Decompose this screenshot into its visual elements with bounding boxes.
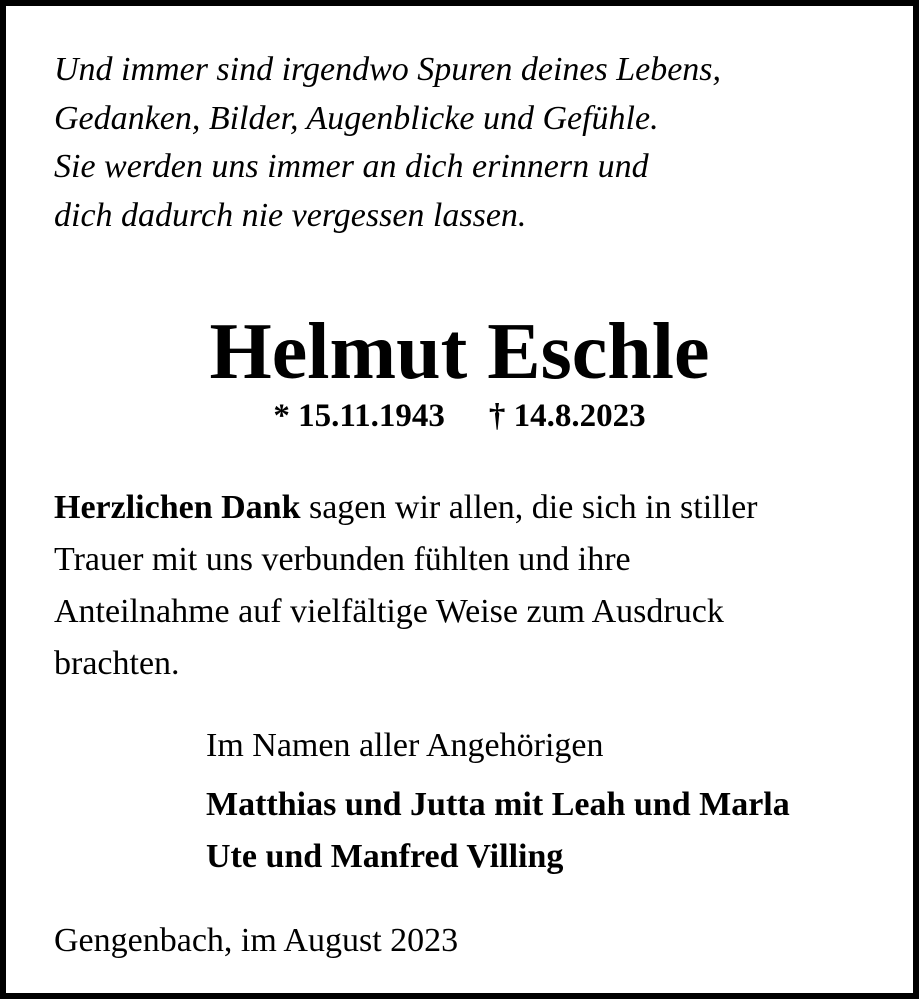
- signer-line: Ute und Manfred Villing: [206, 838, 564, 875]
- death-date: † 14.8.2023: [488, 398, 646, 434]
- thanks-line-rest: sagen wir allen, die sich in stiller: [300, 489, 758, 526]
- deceased-name: Helmut Eschle: [209, 308, 710, 396]
- thanks-line: brachten.: [54, 645, 180, 682]
- thanks-line: Anteilnahme auf vielfältige Weise zum Ausdruck: [54, 593, 724, 630]
- poem-line: dich dadurch nie vergessen lassen.: [54, 196, 527, 234]
- poem-line: Sie werden uns immer an dich erinnern und: [54, 148, 649, 185]
- memorial-poem: [54, 46, 721, 240]
- signer-line: Matthias und Jutta mit Leah und Marla: [206, 786, 790, 823]
- thanks-line: Trauer mit uns verbunden fühlten und ihre: [54, 541, 631, 578]
- life-dates: [6, 394, 913, 438]
- poem-line: Und immer sind irgendwo Spuren deines Lebens,: [54, 51, 722, 88]
- signoff-intro: Im Namen aller Angehörigen: [206, 727, 604, 764]
- thanks-paragraph: [54, 482, 884, 690]
- thanks-lead: Herzlichen Dank: [54, 489, 301, 526]
- signers-block: [206, 779, 790, 883]
- place-and-date: Gengenbach, im August 2023: [54, 922, 459, 959]
- thanks-line: [54, 482, 884, 534]
- birth-date: * 15.11.1943: [273, 398, 445, 434]
- poem-line: Gedanken, Bilder, Augenblicke und Gefühle.: [54, 99, 659, 137]
